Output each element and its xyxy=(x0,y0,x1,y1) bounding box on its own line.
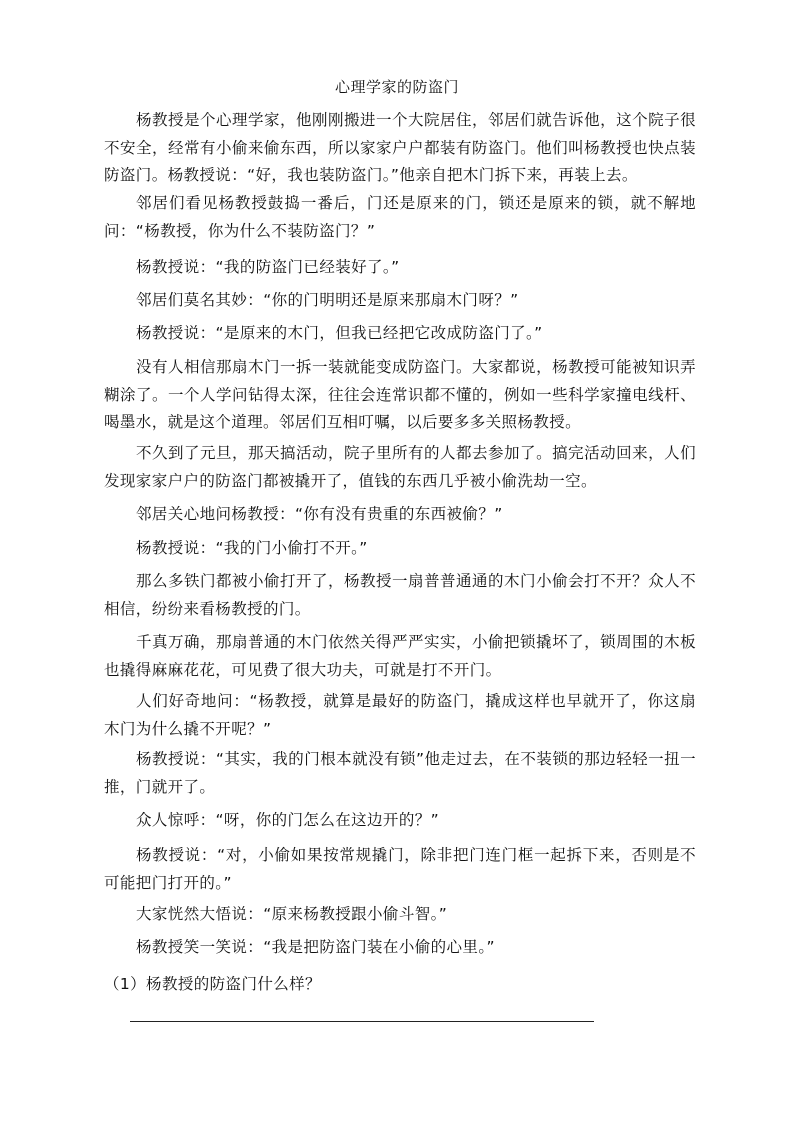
paragraph-17: 杨教授笑一笑说：“我是把防盗门装在小偷的心里。” xyxy=(136,938,495,956)
paragraph-8: 邻居关心地问杨教授：“你有没有贵重的东西被偷？” xyxy=(136,505,503,523)
paragraph-15: 杨教授说：“对，小偷如果按常规撬门，除非把门连门框一起拆下来，否则是不可能把门打开的。” xyxy=(104,846,696,892)
paragraph-12: 人们好奇地问：“杨教授，就算是最好的防盗门，撬成这样也早就开了，你这扇木门为什么撬不开呢？” xyxy=(104,692,696,738)
paragraph-1: 杨教授是个心理学家，他刚刚搬进一个大院居住，邻居们就告诉他，这个院子很不安全，经常有小偷来偷东西，所以家家户户都装有防盗门。他们叫杨教授也快点装防盗门。杨教授说：“好，我也装防盗门。”他亲自把木门拆下来，再装上去。 xyxy=(104,111,696,184)
paragraph-7: 不久到了元旦，那天搞活动，院子里所有的人都去参加了。搞完活动回来，人们发现家家户户的防盗门都被撬开了，值钱的东西几乎被小偷洗劫一空。 xyxy=(104,444,696,490)
paragraph-13: 杨教授说：“其实，我的门根本就没有锁”他走过去，在不装锁的那边轻轻一扭一推，门就开了。 xyxy=(104,750,696,796)
paragraph-5: 杨教授说：“是原来的木门，但我已经把它改成防盗门了。” xyxy=(136,324,543,342)
paragraph-16: 大家恍然大悟说：“原来杨教授跟小偷斗智。” xyxy=(136,905,448,923)
paragraph-14: 众人惊呼：“呀，你的门怎么在这边开的？” xyxy=(136,811,440,829)
paragraph-4: 邻居们莫名其妙：“你的门明明还是原来那扇木门呀？” xyxy=(136,291,519,309)
document-title: 心理学家的防盗门 xyxy=(334,78,459,96)
question-1: （1）杨教授的防盗门什么样？ xyxy=(104,975,321,993)
answer-line[interactable] xyxy=(130,1021,594,1022)
paragraph-3: 杨教授说：“我的防盗门已经装好了。” xyxy=(136,258,400,276)
paragraph-10: 那么多铁门都被小偷打开了，杨教授一扇普普通通的木门小偷会打不开？众人不相信，纷纷来看杨教授的门。 xyxy=(104,572,696,618)
paragraph-6: 没有人相信那扇木门一拆一装就能变成防盗门。大家都说，杨教授可能被知识弄糊涂了。一个人学问钻得太深，往往会连常识都不懂的，例如一些科学家撞电线杆、喝墨水，就是这个道理。邻居们互相叮嘱，以后要多多关照杨教授。 xyxy=(104,358,696,431)
paragraph-9: 杨教授说：“我的门小偷打不开。” xyxy=(136,539,368,557)
paragraph-2: 邻居们看见杨教授鼓捣一番后，门还是原来的门，锁还是原来的锁，就不解地问：“杨教授，你为什么不装防盗门？” xyxy=(104,194,696,240)
paragraph-11: 千真万确，那扇普通的木门依然关得严严实实，小偷把锁撬坏了，锁周围的木板也撬得麻麻花花，可见费了很大功夫，可就是打不开门。 xyxy=(104,633,696,679)
